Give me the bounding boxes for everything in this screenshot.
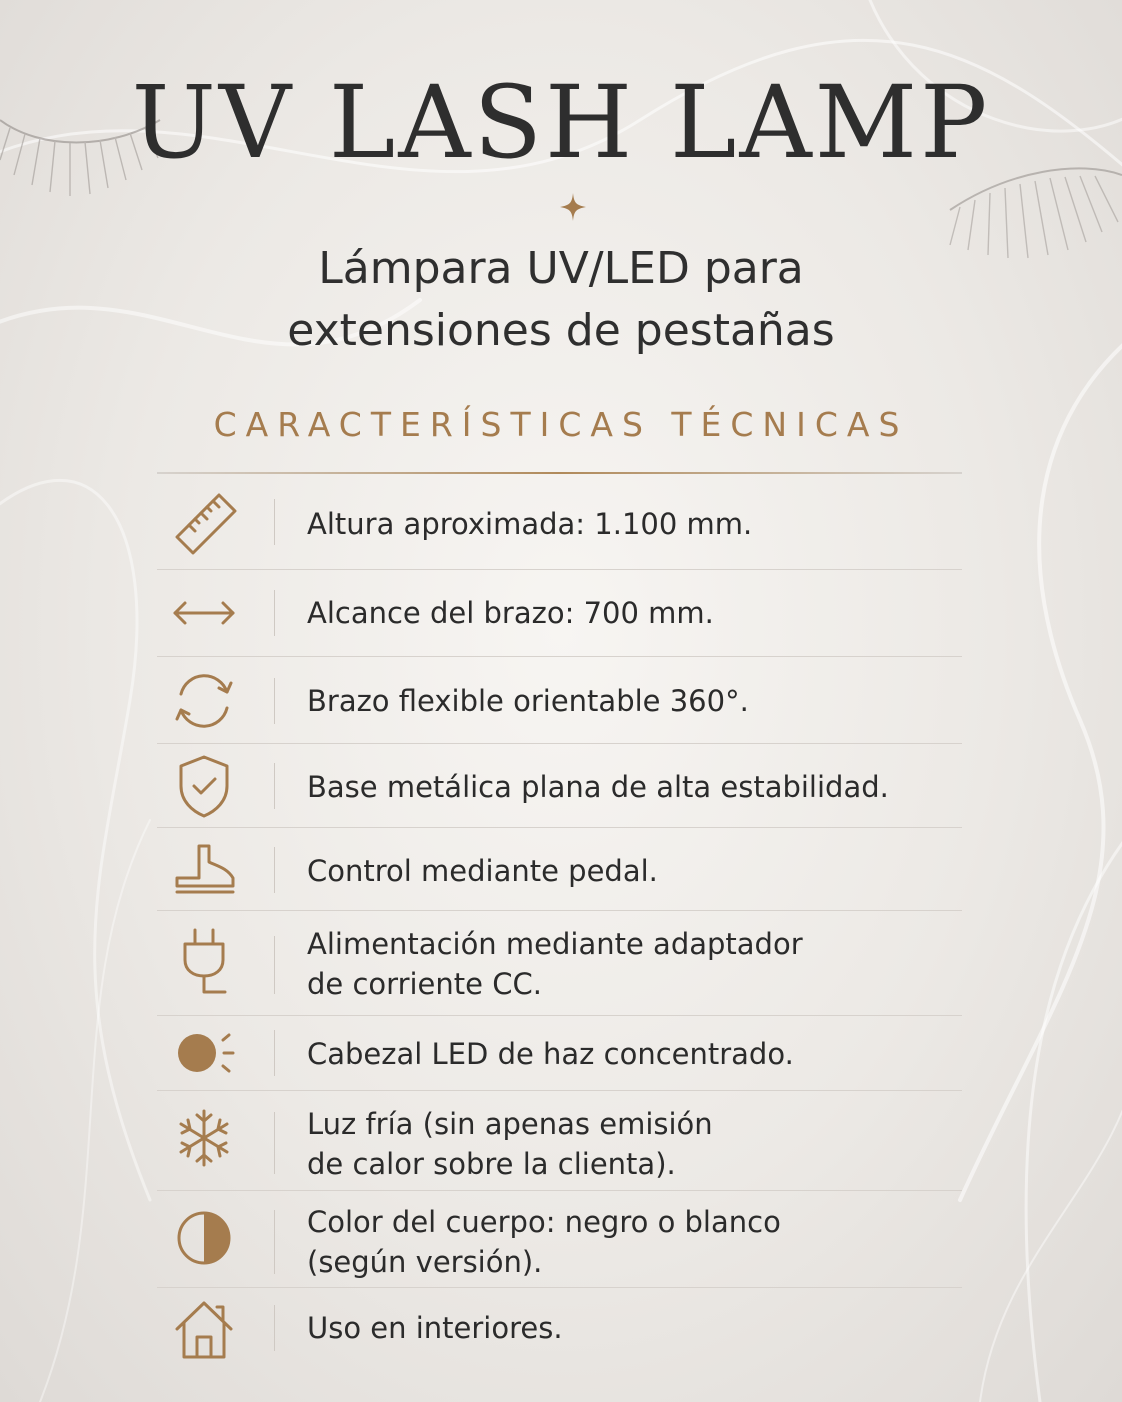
sparkle-icon [560,193,586,221]
feature-text: Control mediante pedal. [307,854,658,888]
rotate-icon [169,666,239,736]
feature-text: Base metálica plana de alta estabilidad. [307,770,889,804]
feature-row [157,1287,962,1372]
feature-row [157,1190,962,1288]
ruler-icon [169,487,239,557]
row-divider [274,763,275,809]
row-divider [274,847,275,893]
feature-row [157,1090,962,1191]
feature-text: Uso en interiores. [307,1311,563,1345]
snowflake-icon [169,1103,239,1173]
feature-text: Luz fría (sin apenas emisión de calor sobre la clienta). [307,1107,713,1181]
feature-row [157,474,962,570]
section-title: CARACTERÍSTICAS TÉCNICAS [213,405,909,444]
page-subtitle [0,238,1122,362]
power-plug-icon [169,926,239,996]
row-divider [274,1112,275,1174]
subtitle-line-1: Lámpara UV/LED para [318,243,804,294]
shield-check-icon [169,751,239,821]
feature-text: Cabezal LED de haz concentrado. [307,1037,794,1071]
foot-pedal-icon [169,834,239,904]
row-divider [274,590,275,636]
feature-row [157,656,962,744]
feature-row [157,1015,962,1091]
feature-text: Color del cuerpo: negro o blanco (según versión). [307,1205,781,1279]
row-divider [274,1305,275,1351]
feature-text: Altura aproximada: 1.100 mm. [307,507,753,541]
house-icon [169,1293,239,1363]
feature-row [157,743,962,828]
subtitle-line-2: extensiones de pestañas [287,305,835,356]
row-divider [274,936,275,994]
row-divider [274,678,275,724]
row-divider [274,1030,275,1076]
feature-text: Alcance del brazo: 700 mm. [307,596,714,630]
row-divider [274,499,275,545]
feature-row [157,569,962,657]
double-arrow-icon [169,578,239,648]
row-divider [274,1210,275,1274]
feature-text: Brazo flexible orientable 360°. [307,684,749,718]
led-beam-icon [169,1018,239,1088]
half-circle-contrast-icon [169,1203,239,1273]
feature-row [157,827,962,911]
page-title: UV LASH LAMP [131,64,991,181]
feature-row [157,910,962,1016]
feature-text: Alimentación mediante adaptador de corriente CC. [307,927,803,1001]
